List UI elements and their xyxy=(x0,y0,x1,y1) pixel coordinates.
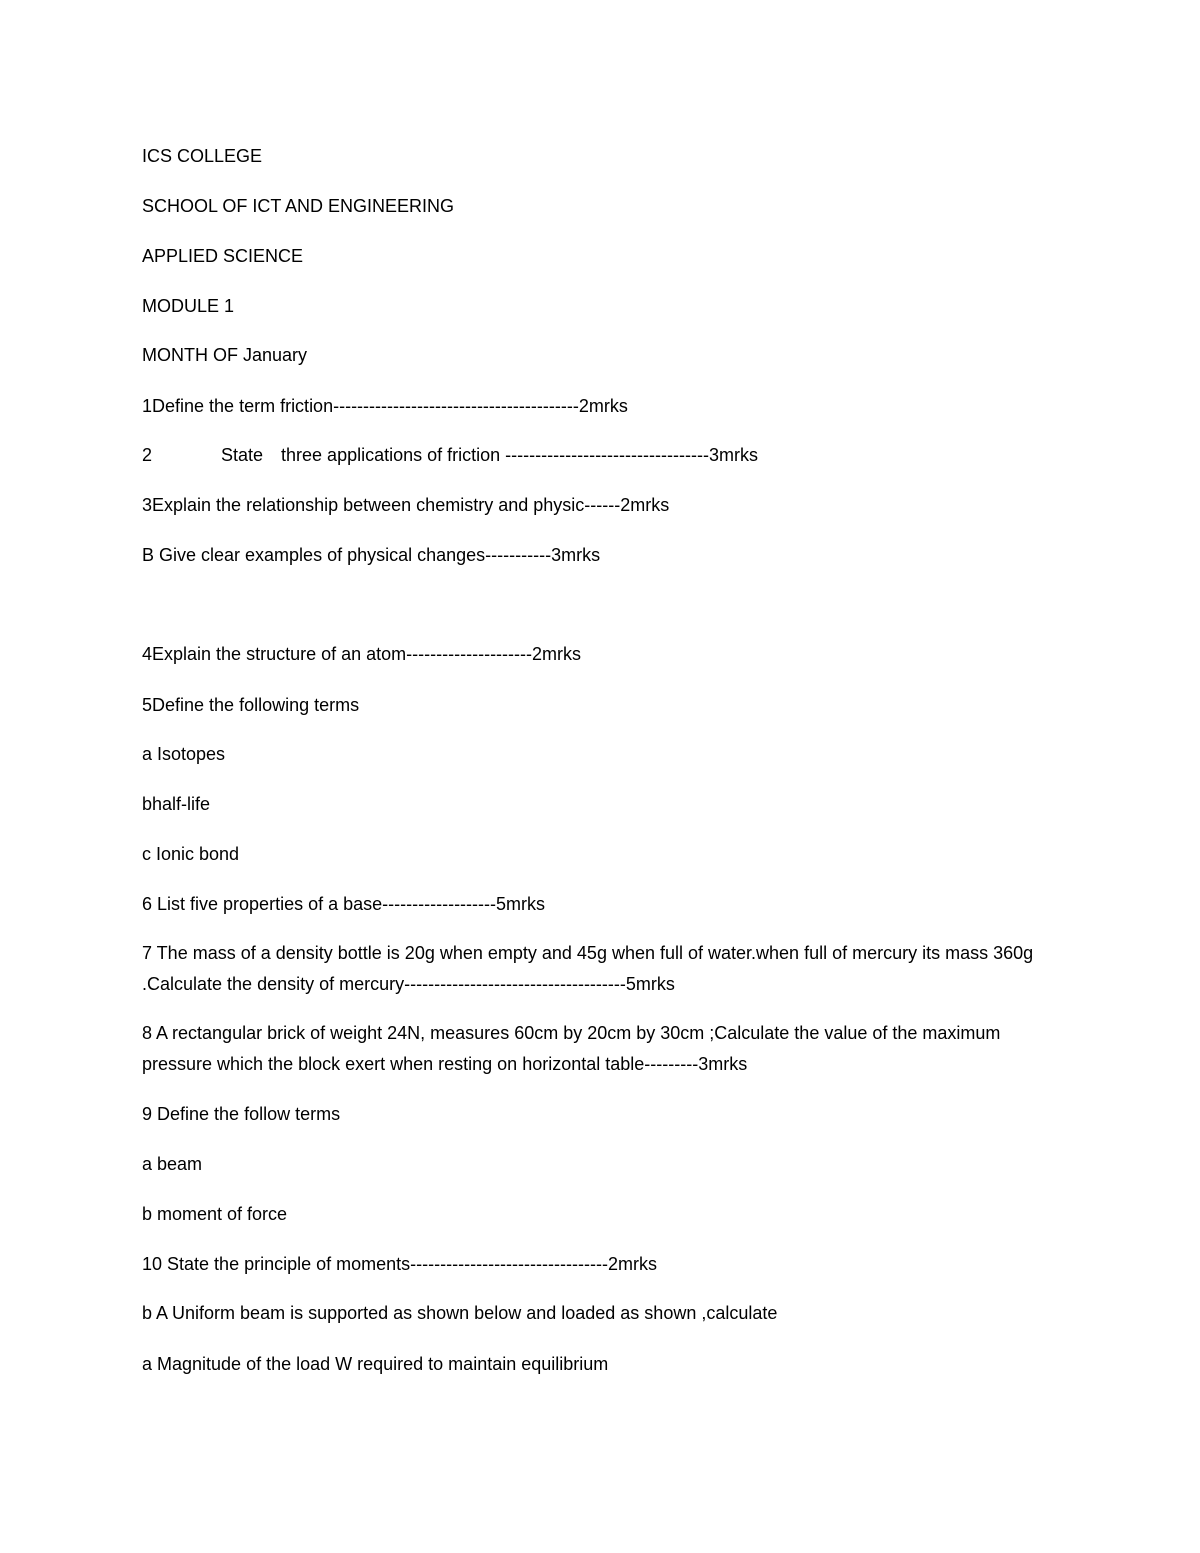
question-9: 9 Define the follow terms xyxy=(142,1104,341,1124)
question-5: 5Define the following terms xyxy=(142,695,360,715)
question-7: 7 The mass of a density bottle is 20g when empty and 45g when full of water.when full of mercury its mass 360g .Calculate the density of mercury-------------------------------------5mrks xyxy=(142,943,1034,994)
question-2 xyxy=(142,443,758,467)
college-name: ICS COLLEGE xyxy=(142,146,263,166)
question-10b-a: a Magnitude of the load W required to maintain equilibrium xyxy=(142,1354,609,1374)
question-10: 10 State the principle of moments---------------------------------2mrks xyxy=(142,1254,657,1274)
subject-name: APPLIED SCIENCE xyxy=(142,246,304,266)
question-6: 6 List five properties of a base-------------------5mrks xyxy=(142,894,546,914)
question-4: 4Explain the structure of an atom---------------------2mrks xyxy=(142,644,582,664)
question-5b: bhalf-life xyxy=(142,794,211,814)
question-5a: a Isotopes xyxy=(142,744,226,764)
question-8: 8 A rectangular brick of weight 24N, measures 60cm by 20cm by 30cm ;Calculate the value of the maximum pressure which the block exert when resting on horizontal table---------3mrks xyxy=(142,1023,1001,1074)
question-10b: b A Uniform beam is supported as shown below and loaded as shown ,calculate xyxy=(142,1303,778,1323)
question-9a: a beam xyxy=(142,1154,203,1174)
module-label: MODULE 1 xyxy=(142,296,235,316)
school-name: SCHOOL OF ICT AND ENGINEERING xyxy=(142,196,455,216)
question-2-verb: State xyxy=(221,445,264,465)
question-3: 3Explain the relationship between chemistry and physic------2mrks xyxy=(142,495,670,515)
question-3b: B Give clear examples of physical changes-----------3mrks xyxy=(142,545,601,565)
question-9b: b moment of force xyxy=(142,1204,288,1224)
question-2-text: three applications of friction ----------------------------------3mrks xyxy=(281,445,758,465)
question-5c: c Ionic bond xyxy=(142,844,240,864)
question-2-number: 2 xyxy=(142,445,153,465)
question-1: 1Define the term friction-----------------------------------------2mrks xyxy=(142,396,628,416)
month-label: MONTH OF January xyxy=(142,345,308,365)
